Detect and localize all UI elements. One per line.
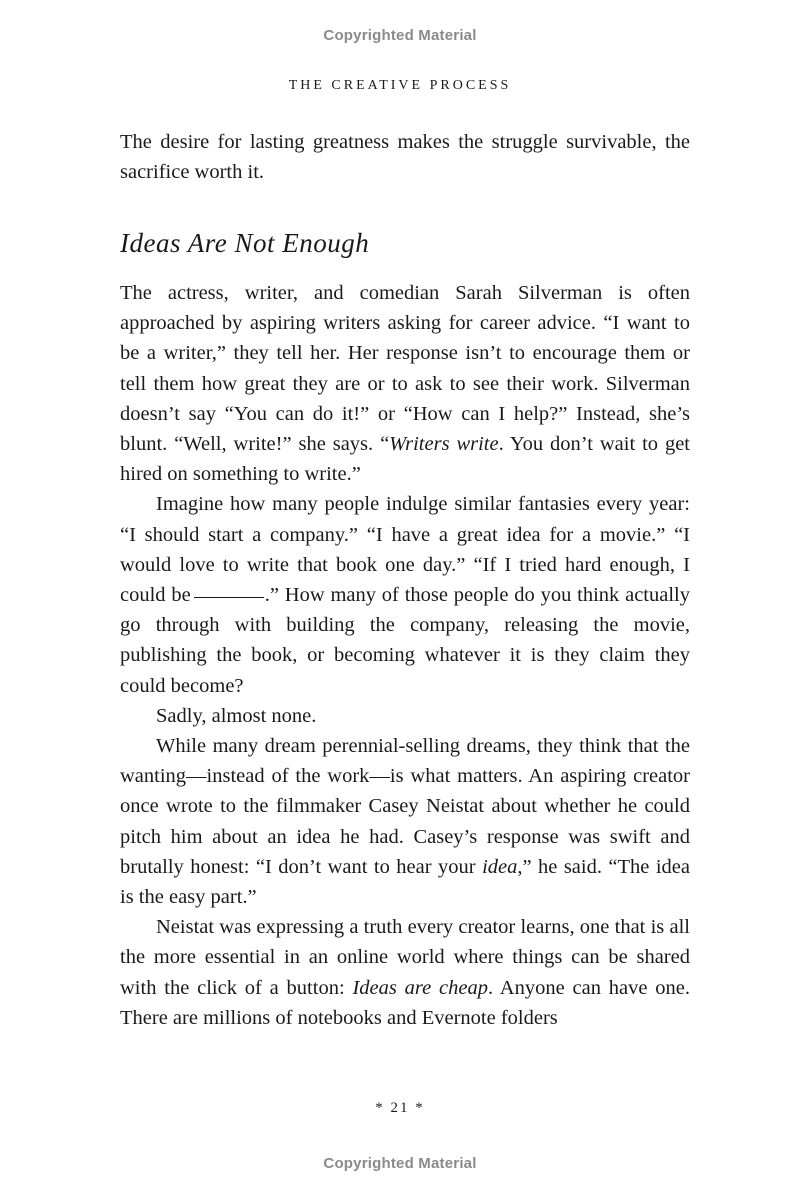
paragraph-2 xyxy=(120,489,690,700)
paragraph-5-text-a: Neistat was expressing a truth every creator learns, one that is all the more essential in an online world where things can be shared with the click of a button: xyxy=(120,916,690,999)
paragraph-3: Sadly, almost none. xyxy=(156,704,317,727)
paragraph-5-text-b: . Anyone can have one. There are millions of notebooks and Evernote folders xyxy=(120,976,691,1029)
body-text xyxy=(120,278,690,1033)
page-number: * 21 * xyxy=(375,1100,425,1116)
paragraph-5 xyxy=(120,912,690,1033)
paragraph-4 xyxy=(120,731,690,912)
intro-block xyxy=(120,127,690,187)
paragraph-1-text-a: The actress, writer, and comedian Sarah Silverman is often approached by aspiring writers asking for career advice. “I want to be a writer,” they tell her. Her response isn’t to encourage them or tell them how great they are or to ask to see their work. Silverman doesn’t say “You can do it!” or “How can I help?” Instead, she’s blunt. “Well, write!” she says. “ xyxy=(120,282,690,456)
paragraph-1 xyxy=(120,278,690,489)
paragraph-5-emphasis: Ideas are cheap xyxy=(352,976,488,999)
intro-paragraph: The desire for lasting greatness makes the struggle survivable, the sacrifice worth it. xyxy=(120,131,690,184)
copyright-watermark-top: Copyrighted Material xyxy=(323,27,477,44)
fill-in-blank xyxy=(194,597,264,598)
paragraph-4-emphasis: idea xyxy=(482,855,518,878)
copyright-watermark-bottom: Copyrighted Material xyxy=(323,1155,477,1172)
section-heading: Ideas Are Not Enough xyxy=(120,228,370,258)
paragraph-2-text-a: Imagine how many people indulge similar fantasies every year: “I should start a company.” “I have a great idea for a movie.” “I would love to write that book one day.” “If I tried hard enough, I could be xyxy=(120,493,690,607)
paragraph-4-text-a: While many dream perennial-selling dreams, they think that the wanting—instead of the work—is what matters. An aspiring creator once wrote to the filmmaker Casey Neistat about whether he could pitch him about an idea he had. Casey’s response was swift and brutally honest: “I don’t want to hear your xyxy=(120,735,690,878)
paragraph-2-text-b: .” How many of those people do you think actually go through with building the company, releasing the movie, publishing the book, or becoming whatever it is they claim they could become? xyxy=(120,584,690,697)
running-head: THE CREATIVE PROCESS xyxy=(288,78,512,93)
paragraph-1-text-b: . You don’t wait to get hired on something to write.” xyxy=(120,433,690,486)
paragraph-4-text-b: ,” he said. “The idea is the easy part.” xyxy=(120,855,690,909)
paragraph-1-emphasis: Writers write xyxy=(389,433,499,456)
